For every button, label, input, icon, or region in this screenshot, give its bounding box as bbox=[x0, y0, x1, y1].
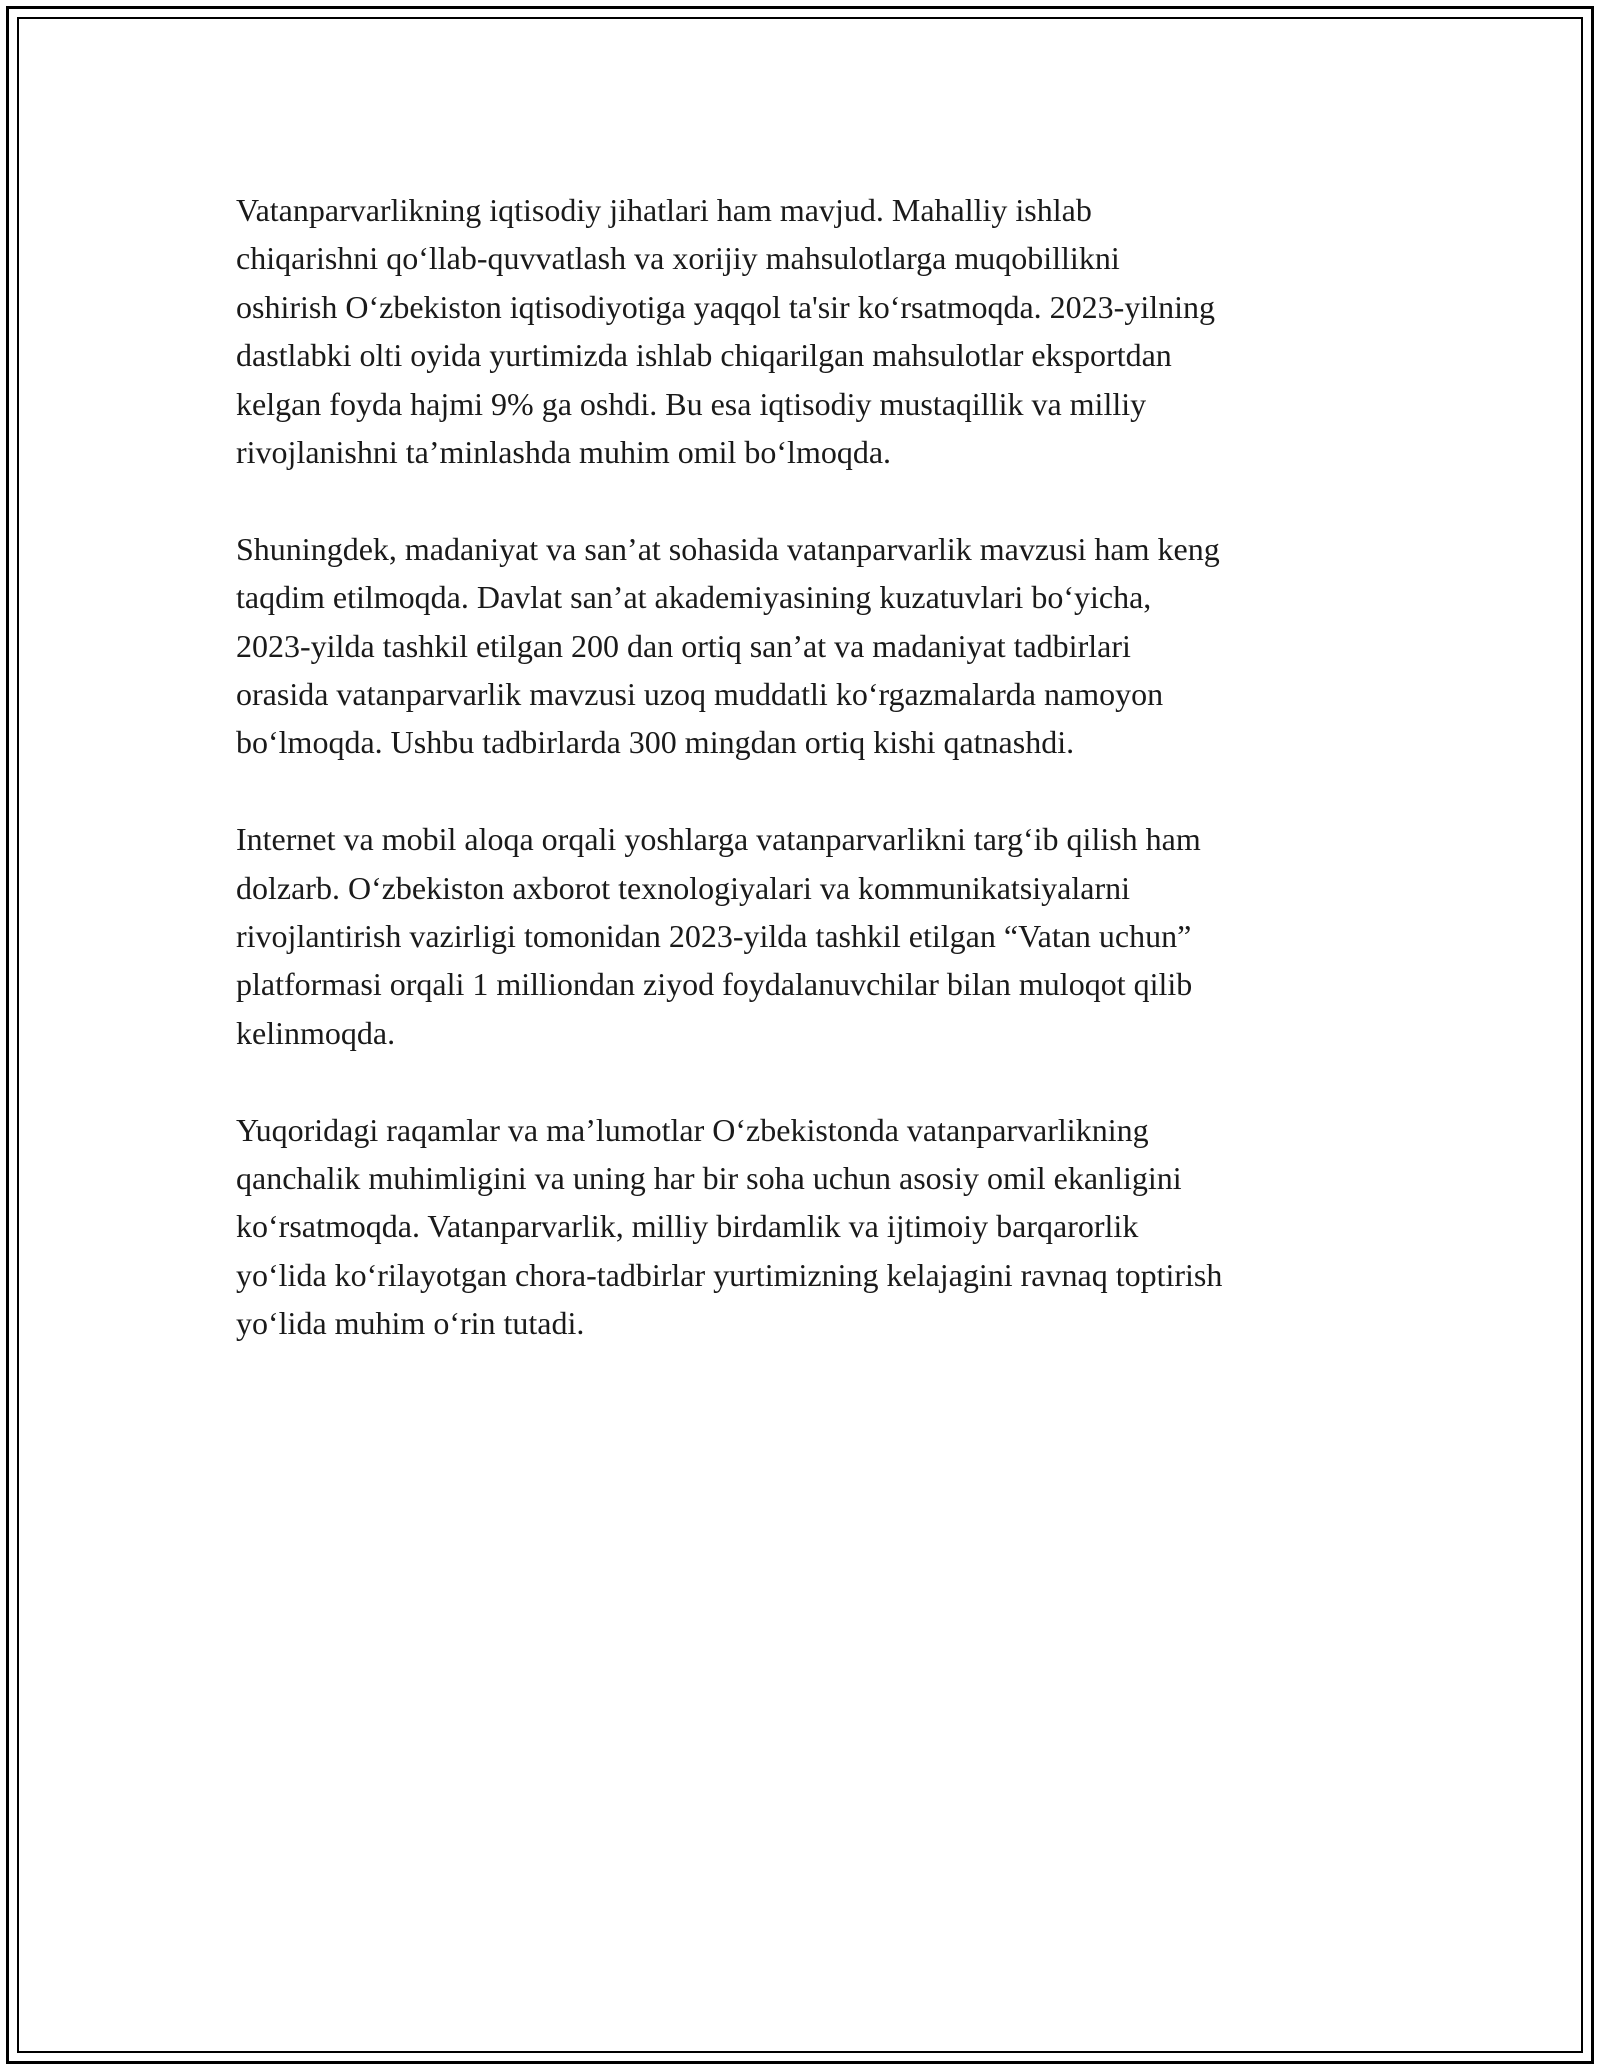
document-body bbox=[236, 186, 1376, 1396]
paragraph-economy: Vatanparvarlikning iqtisodiy jihatlari ham mavjud. Mahalliy ishlab chiqarishni qo‘llab-quvvatlash va xorijiy mahsulotlarga muqobillikni oshirish O‘zbekiston iqtisodiyotiga yaqqol ta'sir ko‘rsatmoqda. 2023-yilning dastlabki olti oyida yurtimizda ishlab chiqarilgan mahsulotlar eksportdan kelgan foyda hajmi 9% ga oshdi. Bu esa iqtisodiy mustaqillik va milliy rivojlanishni ta’minlashda muhim omil bo‘lmoqda. bbox=[236, 192, 1215, 471]
paragraph-conclusion: Yuqoridagi raqamlar va ma’lumotlar O‘zbekistonda vatanparvarlikning qanchalik muhimligini va uning har bir soha uchun asosiy omil ekanligini ko‘rsatmoqda. Vatanparvarlik, milliy birdamlik va ijtimoiy barqarorlik yo‘lida ko‘rilayotgan chora-tadbirlar yurtimizning kelajagini ravnaq toptirish yo‘lida muhim o‘rin tutadi. bbox=[236, 1111, 1223, 1342]
paragraph-culture: Shuningdek, madaniyat va san’at sohasida vatanparvarlik mavzusi ham keng taqdim etilmoqda. Davlat san’at akademiyasining kuzatuvlari bo‘yicha, 2023-yilda tashkil etilgan 200 dan ortiq san’at va madaniyat tadbirlari orasida vatanparvarlik mavzusi uzoq muddatli ko‘rgazmalarda namoyon bo‘lmoqda. Ushbu tadbirlarda 300 mingdan ortiq kishi qatnashdi. bbox=[236, 530, 1220, 761]
paragraph-internet: Internet va mobil aloqa orqali yoshlarga vatanparvarlikni targ‘ib qilish ham dolzarb. O‘zbekiston axborot texnologiyalari va kommunikatsiyalarni rivojlantirish vazirligi tomonidan 2023-yilda tashkil etilgan “Vatan uchun” platformasi orqali 1 milliondan ziyod foydalanuvchilar bilan muloqot qilib kelinmoqda. bbox=[236, 821, 1201, 1051]
